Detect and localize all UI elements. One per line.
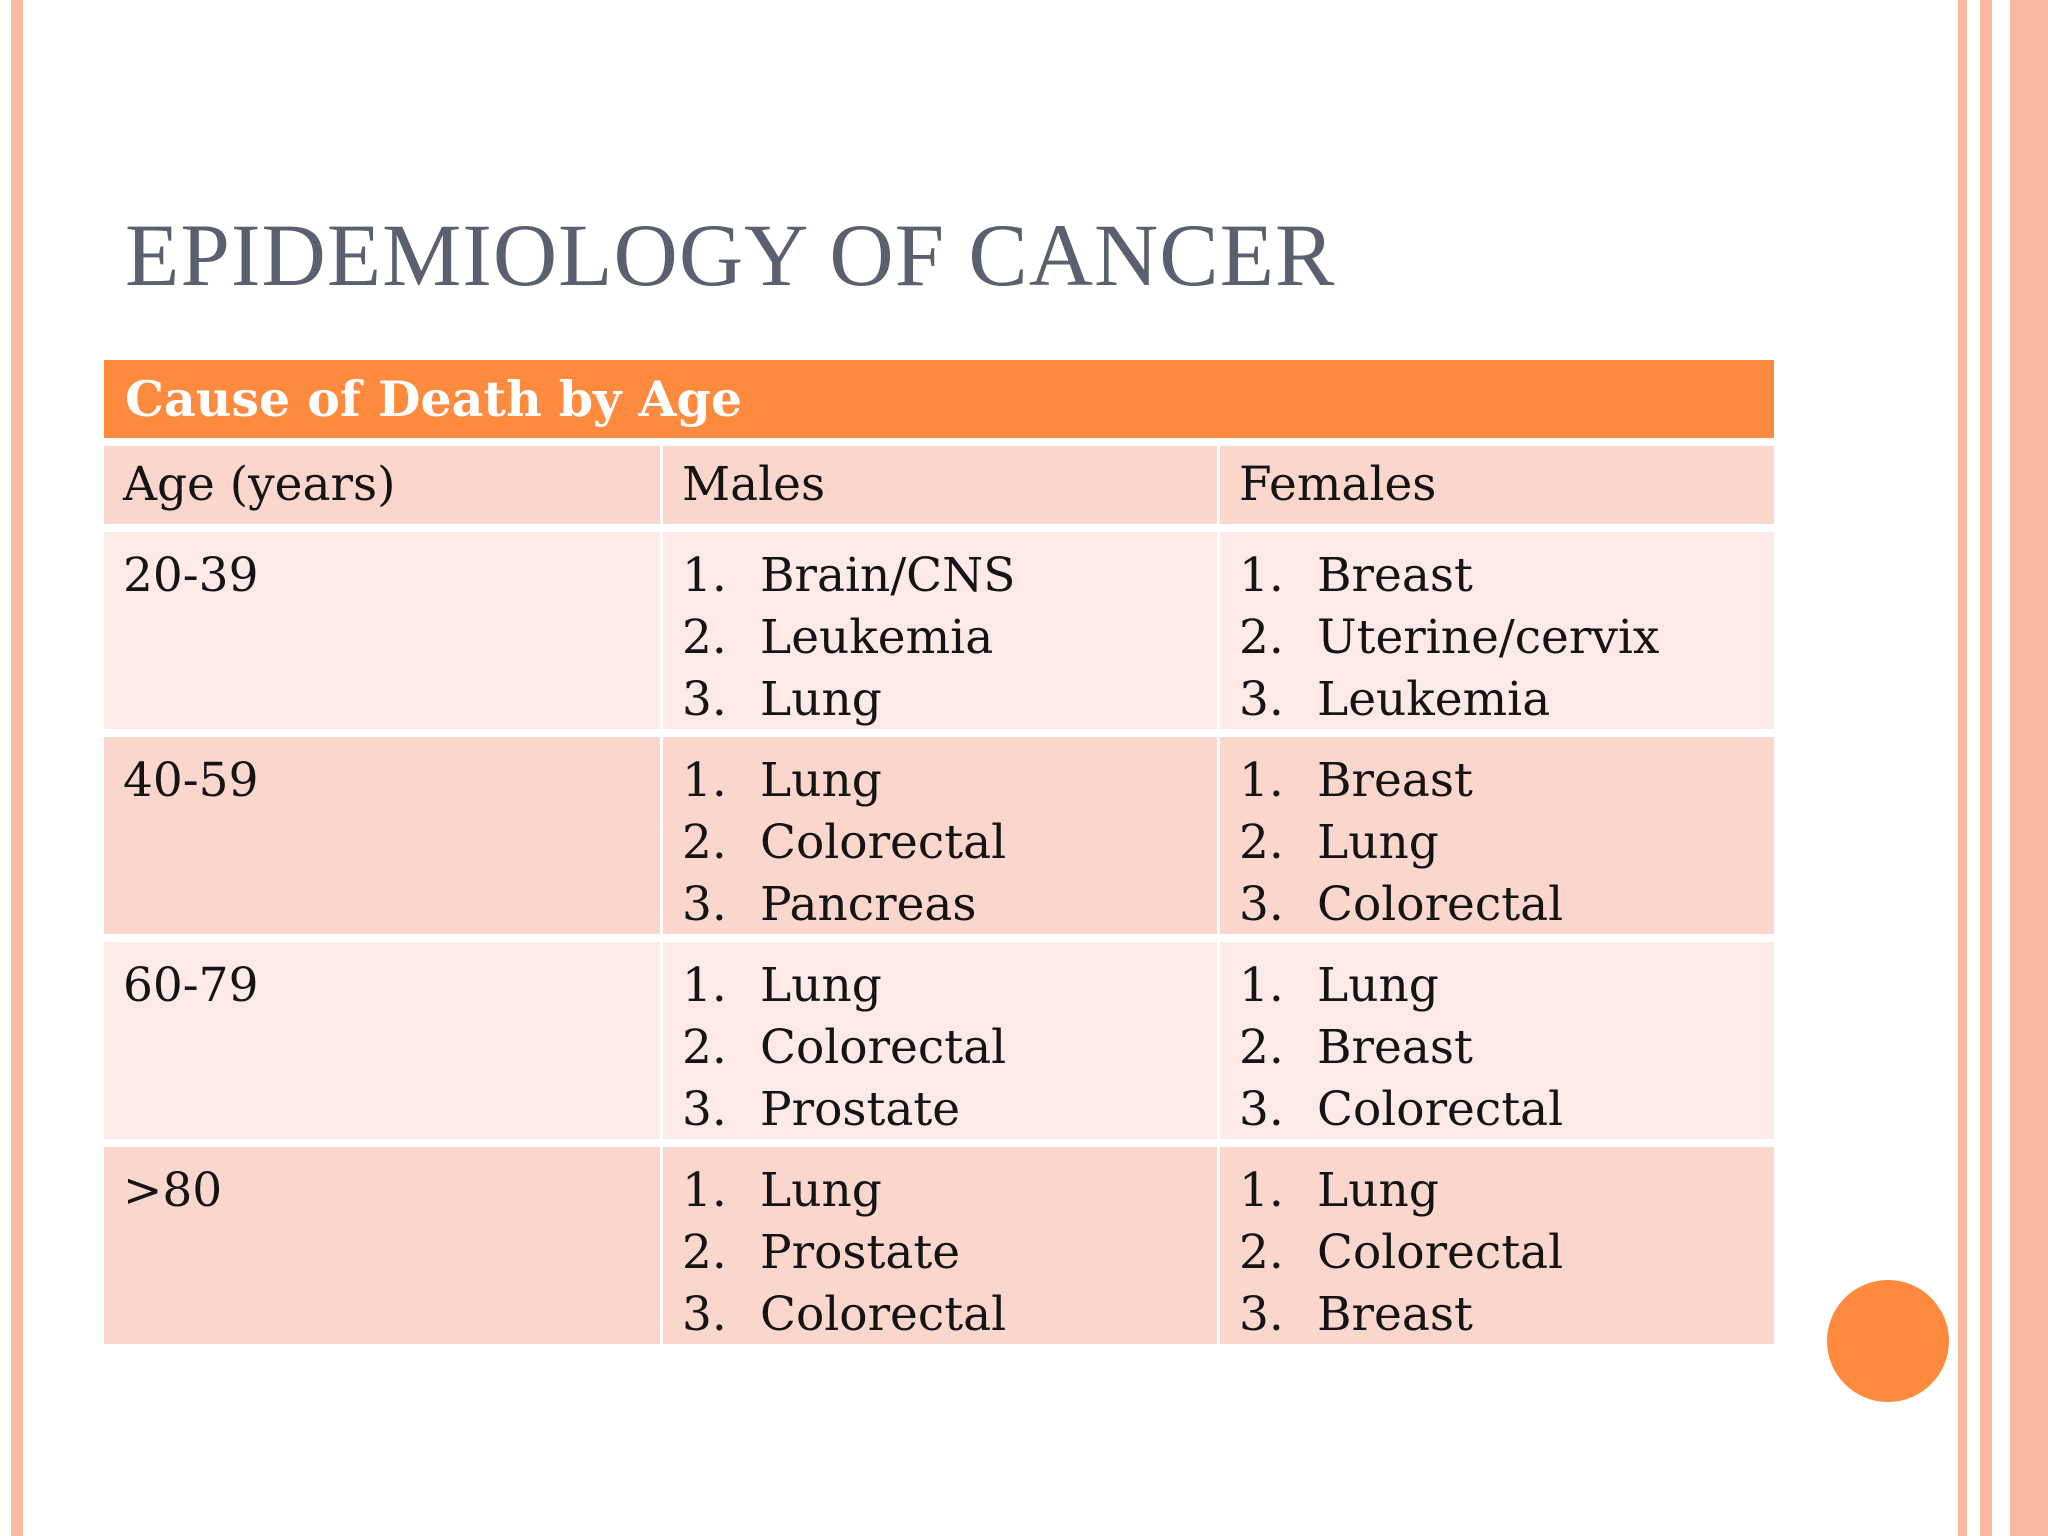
cause-name: Lung <box>760 672 882 727</box>
cause-name: Colorectal <box>1317 1082 1564 1137</box>
males-cell <box>660 532 1217 729</box>
rank-number: 3. <box>682 672 727 727</box>
cause-name: Lung <box>760 958 882 1013</box>
males-rank-list <box>682 545 1217 731</box>
cause-name: Breast <box>1317 1287 1473 1342</box>
list-item <box>1239 1017 1774 1079</box>
rank-number: 1. <box>1239 548 1284 603</box>
males-cell <box>660 1147 1217 1344</box>
table-row <box>104 729 1774 934</box>
cause-name: Lung <box>1317 815 1439 870</box>
males-rank-list <box>682 750 1217 936</box>
age-cell <box>104 1147 660 1344</box>
cause-of-death-table <box>104 360 1774 1344</box>
females-rank-list <box>1239 750 1774 936</box>
list-item <box>1239 1284 1774 1346</box>
table-row <box>104 1139 1774 1344</box>
cause-name: Lung <box>1317 958 1439 1013</box>
cause-name: Colorectal <box>1317 1225 1564 1280</box>
list-item <box>682 955 1217 1017</box>
table-caption: Cause of Death by Age <box>104 360 1774 438</box>
list-item <box>682 1079 1217 1141</box>
list-item <box>1239 812 1774 874</box>
rank-number: 3. <box>682 1287 727 1342</box>
cause-name: Pancreas <box>760 877 977 932</box>
rank-number: 1. <box>682 1163 727 1218</box>
rank-number: 2. <box>1239 1020 1284 1075</box>
rank-number: 2. <box>1239 610 1284 665</box>
cause-name: Colorectal <box>1317 877 1564 932</box>
list-item <box>1239 874 1774 936</box>
slide-title: EPIDEMIOLOGY OF CANCER <box>125 207 1336 305</box>
cause-name: Lung <box>1317 1163 1439 1218</box>
rank-number: 3. <box>1239 672 1284 727</box>
cause-name: Lung <box>760 753 882 808</box>
rank-number: 1. <box>1239 753 1284 808</box>
list-item <box>682 545 1217 607</box>
list-item <box>682 1160 1217 1222</box>
males-cell <box>660 942 1217 1139</box>
rank-number: 1. <box>1239 958 1284 1013</box>
column-header-females: Females <box>1217 446 1774 524</box>
females-rank-list <box>1239 1160 1774 1346</box>
females-rank-list <box>1239 955 1774 1141</box>
list-item <box>682 874 1217 936</box>
cause-name: Breast <box>1317 548 1473 603</box>
decorative-circle <box>1827 1280 1949 1402</box>
column-header-row <box>104 438 1774 524</box>
right-border-stripe-middle <box>1980 0 1992 1536</box>
table-row <box>104 524 1774 729</box>
list-item <box>1239 1222 1774 1284</box>
rank-number: 1. <box>682 958 727 1013</box>
females-rank-list <box>1239 545 1774 731</box>
age-value: 40-59 <box>123 753 259 808</box>
cause-name: Leukemia <box>1317 672 1551 727</box>
rank-number: 3. <box>1239 1287 1284 1342</box>
females-cell <box>1217 532 1774 729</box>
cause-name: Colorectal <box>760 1020 1007 1075</box>
column-header-males: Males <box>660 446 1217 524</box>
rank-number: 2. <box>1239 815 1284 870</box>
cause-name: Breast <box>1317 1020 1473 1075</box>
list-item <box>682 812 1217 874</box>
cause-name: Prostate <box>760 1082 961 1137</box>
list-item <box>682 669 1217 731</box>
rank-number: 2. <box>682 1020 727 1075</box>
list-item <box>1239 1079 1774 1141</box>
rank-number: 2. <box>682 815 727 870</box>
rank-number: 1. <box>1239 1163 1284 1218</box>
females-cell <box>1217 737 1774 934</box>
age-value: 20-39 <box>123 548 259 603</box>
rank-number: 1. <box>682 753 727 808</box>
age-cell <box>104 532 660 729</box>
rank-number: 3. <box>682 877 727 932</box>
column-header-age: Age (years) <box>123 457 396 512</box>
age-value: 60-79 <box>123 958 259 1013</box>
rank-number: 3. <box>1239 1082 1284 1137</box>
list-item <box>1239 545 1774 607</box>
cause-name: Colorectal <box>760 815 1007 870</box>
cause-name: Leukemia <box>760 610 994 665</box>
cause-name: Brain/CNS <box>760 548 1016 603</box>
cause-name: Prostate <box>760 1225 961 1280</box>
males-cell <box>660 737 1217 934</box>
cause-name: Colorectal <box>760 1287 1007 1342</box>
rank-number: 2. <box>682 1225 727 1280</box>
age-cell <box>104 942 660 1139</box>
age-cell <box>104 737 660 934</box>
list-item <box>682 750 1217 812</box>
list-item <box>682 607 1217 669</box>
list-item <box>682 1284 1217 1346</box>
list-item <box>1239 669 1774 731</box>
list-item <box>1239 607 1774 669</box>
cause-name: Lung <box>760 1163 882 1218</box>
list-item <box>1239 955 1774 1017</box>
list-item <box>1239 1160 1774 1222</box>
males-rank-list <box>682 955 1217 1141</box>
females-cell <box>1217 942 1774 1139</box>
left-border-stripe <box>11 0 23 1536</box>
table-row <box>104 934 1774 1139</box>
right-border-stripe-outer <box>2010 0 2048 1536</box>
males-rank-list <box>682 1160 1217 1346</box>
females-cell <box>1217 1147 1774 1344</box>
list-item <box>682 1017 1217 1079</box>
list-item <box>1239 750 1774 812</box>
age-value: >80 <box>123 1163 223 1218</box>
rank-number: 2. <box>1239 1225 1284 1280</box>
rank-number: 2. <box>682 610 727 665</box>
list-item <box>682 1222 1217 1284</box>
cause-name: Breast <box>1317 753 1473 808</box>
rank-number: 1. <box>682 548 727 603</box>
cause-name: Uterine/cervix <box>1317 610 1660 665</box>
right-border-stripe-inner <box>1958 0 1967 1536</box>
rank-number: 3. <box>682 1082 727 1137</box>
rank-number: 3. <box>1239 877 1284 932</box>
